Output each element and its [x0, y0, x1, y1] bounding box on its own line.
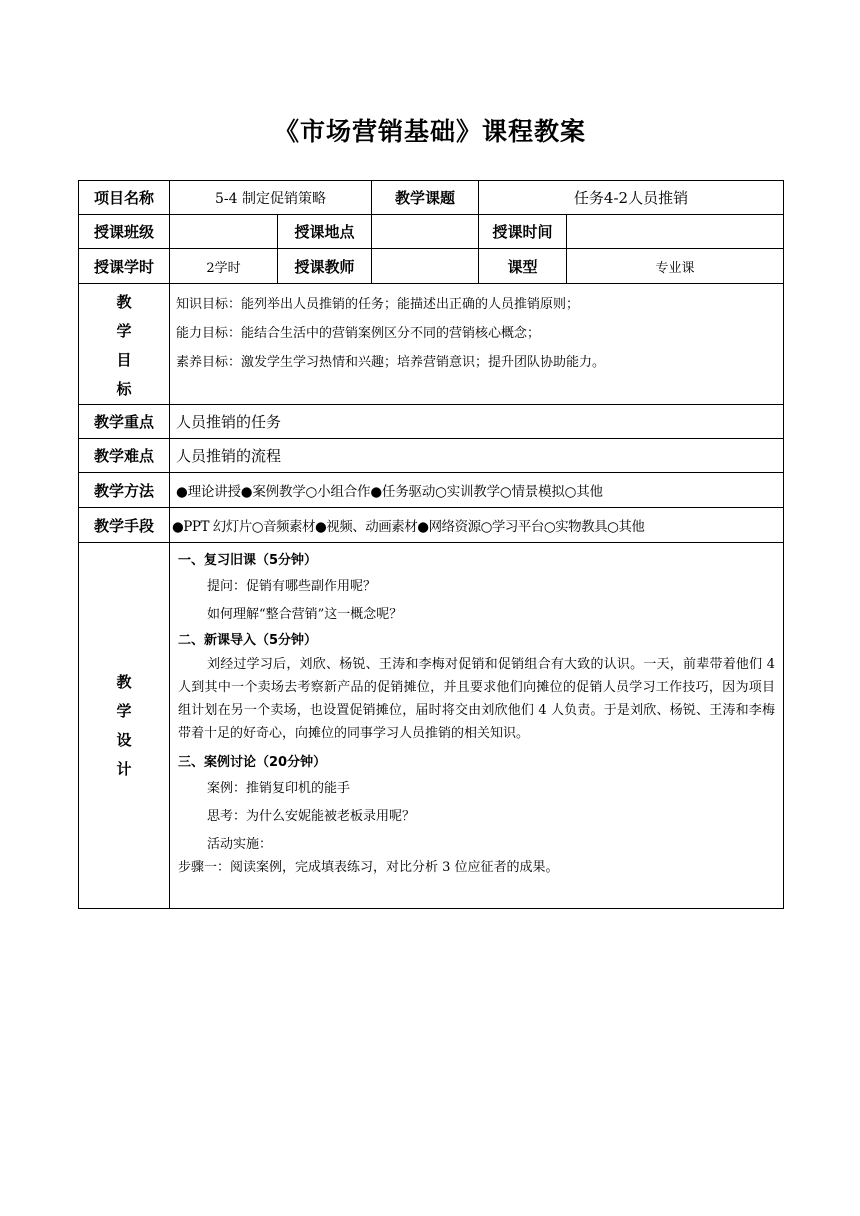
- row-class: [79, 215, 784, 249]
- teacher-value: [372, 249, 479, 284]
- row-difficulty: [79, 439, 784, 473]
- hours-value: 2学时: [170, 249, 278, 284]
- means-label: 教学手段: [79, 508, 170, 543]
- quality-goal: 素养目标：激发学生学习热情和兴趣；培养营销意识；提升团队协助能力。: [176, 355, 606, 370]
- project-value: 5-4 制定促销策略: [170, 181, 372, 215]
- knowledge-goal: 知识目标：能列举出人员推销的任务；能描述出正确的人员推销原则；: [176, 297, 580, 312]
- place-value: [372, 215, 479, 249]
- design-content: [170, 543, 784, 909]
- design-label: [79, 543, 170, 909]
- teacher-label: 授课教师: [278, 249, 372, 284]
- key-point-label: 教学重点: [79, 405, 170, 439]
- goals-content: [170, 284, 784, 405]
- type-label: 课型: [479, 249, 567, 284]
- intro-heading: 二、新课导入（5分钟）: [178, 633, 318, 648]
- row-project: [79, 181, 784, 215]
- place-label: 授课地点: [278, 215, 372, 249]
- goals-label: [79, 284, 170, 405]
- lesson-plan-table: [78, 180, 784, 909]
- design-label-char: 设: [116, 730, 132, 749]
- case-heading: 三、案例讨论（20分钟）: [178, 755, 327, 770]
- case-text: 案例：推销复印机的能手: [207, 781, 351, 796]
- row-key-point: [79, 405, 784, 439]
- row-hours: [79, 249, 784, 284]
- difficulty-label: 教学难点: [79, 439, 170, 473]
- review-question-2: 如何理解“整合营销”这一概念呢？: [207, 607, 403, 622]
- goals-label-char: 标: [116, 380, 132, 398]
- time-label: 授课时间: [479, 215, 567, 249]
- difficulty-value: 人员推销的流程: [170, 439, 784, 473]
- row-goals: [79, 284, 784, 405]
- review-question-1: 提问：促销有哪些副作用呢？: [207, 579, 377, 594]
- row-means: [79, 508, 784, 543]
- type-value: 专业课: [567, 249, 784, 284]
- design-label-char: 教: [116, 672, 132, 691]
- activity-text: 活动实施：: [207, 837, 273, 852]
- intro-paragraph: 刘经过学习后，刘欣、杨锐、王涛和李梅对促销和促销组合有大致的认识。一天，前辈带着他们 4 人到其中一个卖场去考察新产品的促销摊位，并且要求他们向摊位的促销人员学习工作技巧，因为项目组计划在另一个卖场，也设置促销摊位，届时将交由刘欣他们 4 人负责。于是刘欣、杨锐、王涛和李梅带着十足的好奇心，向摊位的同事学习人员推销的相关知识。: [178, 657, 775, 741]
- goals-label-char: 学: [116, 322, 132, 340]
- row-design: [79, 543, 784, 909]
- goals-label-char: 教: [116, 293, 132, 311]
- step-one-text: 步骤一：阅读案例，完成填表练习，对比分析 3 位应征者的成果。: [178, 860, 559, 875]
- means-value: ●PPT 幻灯片○音频素材●视频、动画素材●网络资源○学习平台○实物教具○其他: [170, 508, 784, 543]
- think-text: 思考：为什么安妮能被老板录用呢？: [207, 809, 416, 824]
- ability-goal: 能力目标：能结合生活中的营销案例区分不同的营销核心概念；: [176, 326, 541, 341]
- review-heading: 一、复习旧课（5分钟）: [178, 553, 318, 568]
- page-title: 《市场营销基础》课程教案: [273, 117, 586, 146]
- design-label-char: 学: [116, 701, 132, 720]
- topic-label: 教学课题: [372, 181, 479, 215]
- design-label-char: 计: [116, 759, 132, 778]
- row-method: [79, 473, 784, 508]
- key-point-value: 人员推销的任务: [170, 405, 784, 439]
- hours-label: 授课学时: [79, 249, 170, 284]
- class-value: [170, 215, 278, 249]
- method-value: ●理论讲授●案例教学○小组合作●任务驱动○实训教学○情景模拟○其他: [170, 473, 784, 508]
- class-label: 授课班级: [79, 215, 170, 249]
- topic-value: 任务4-2人员推销: [479, 181, 784, 215]
- method-label: 教学方法: [79, 473, 170, 508]
- goals-label-char: 目: [116, 351, 132, 369]
- project-label: 项目名称: [79, 181, 170, 215]
- time-value: [567, 215, 784, 249]
